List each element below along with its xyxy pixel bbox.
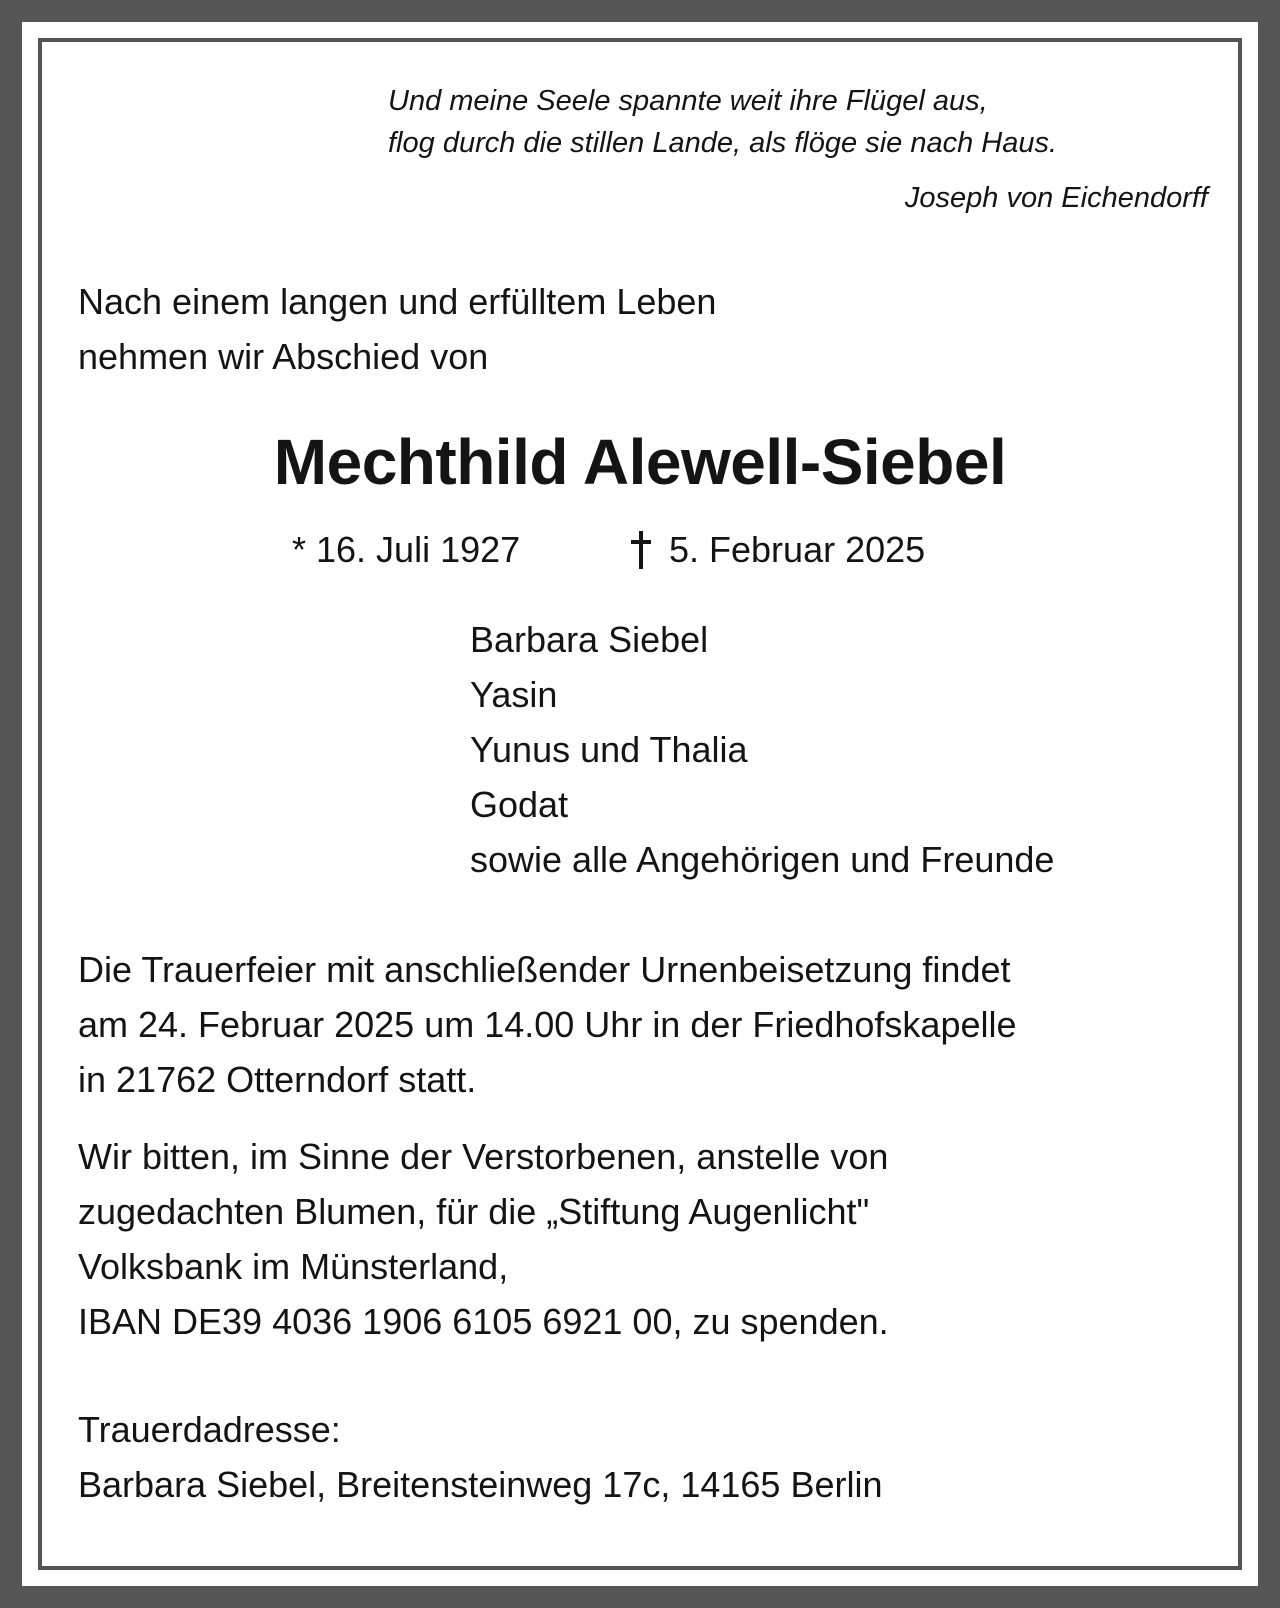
mourner-item: Yunus und Thalia — [470, 729, 748, 770]
cross-icon — [629, 531, 653, 569]
address-label: Trauerdadresse: — [78, 1409, 341, 1450]
quote — [388, 80, 1057, 164]
ceremony-line: Die Trauerfeier mit anschließender Urnenbeisetzung findet — [78, 949, 1011, 990]
donation-line: Volksbank im Münsterland, — [78, 1246, 509, 1287]
mourner-item: Godat — [470, 784, 569, 825]
intro-text — [78, 274, 716, 384]
quote-author: Joseph von Eichendorff — [904, 182, 1208, 214]
ceremony-info — [78, 942, 1017, 1107]
donation-line: Wir bitten, im Sinne der Verstorbenen, anstelle von — [78, 1136, 889, 1177]
mourner-item: sowie alle Angehörigen und Freunde — [470, 839, 1055, 880]
intro-line: nehmen wir Abschied von — [78, 336, 489, 377]
obituary-card — [22, 22, 1258, 1586]
donation-line: IBAN DE39 4036 1906 6105 6921 00, zu spenden. — [78, 1301, 889, 1342]
quote-line: Und meine Seele spannte weit ihre Flügel aus, — [388, 85, 988, 117]
life-dates — [22, 525, 1258, 575]
death-date: 5. Februar 2025 — [669, 529, 926, 570]
mourning-address — [78, 1402, 883, 1512]
mourner-item: Barbara Siebel — [470, 619, 709, 660]
donation-line: zugedachten Blumen, für die „Stiftung Augenlicht" — [78, 1191, 870, 1232]
quote-line: flog durch die stillen Lande, als flöge sie nach Haus. — [388, 127, 1058, 159]
ceremony-line: am 24. Februar 2025 um 14.00 Uhr in der Friedhofskapelle — [78, 1004, 1017, 1045]
deceased-name: Mechthild Alewell-Siebel — [273, 426, 1007, 498]
birth-date: * 16. Juli 1927 — [292, 529, 521, 570]
mourners-list — [470, 612, 1054, 887]
ceremony-line: in 21762 Otterndorf statt. — [78, 1059, 477, 1100]
donation-request — [78, 1129, 889, 1349]
mourner-item: Yasin — [470, 674, 558, 715]
intro-line: Nach einem langen und erfülltem Leben — [78, 281, 717, 322]
address-line: Barbara Siebel, Breitensteinweg 17c, 14165 Berlin — [78, 1464, 883, 1505]
